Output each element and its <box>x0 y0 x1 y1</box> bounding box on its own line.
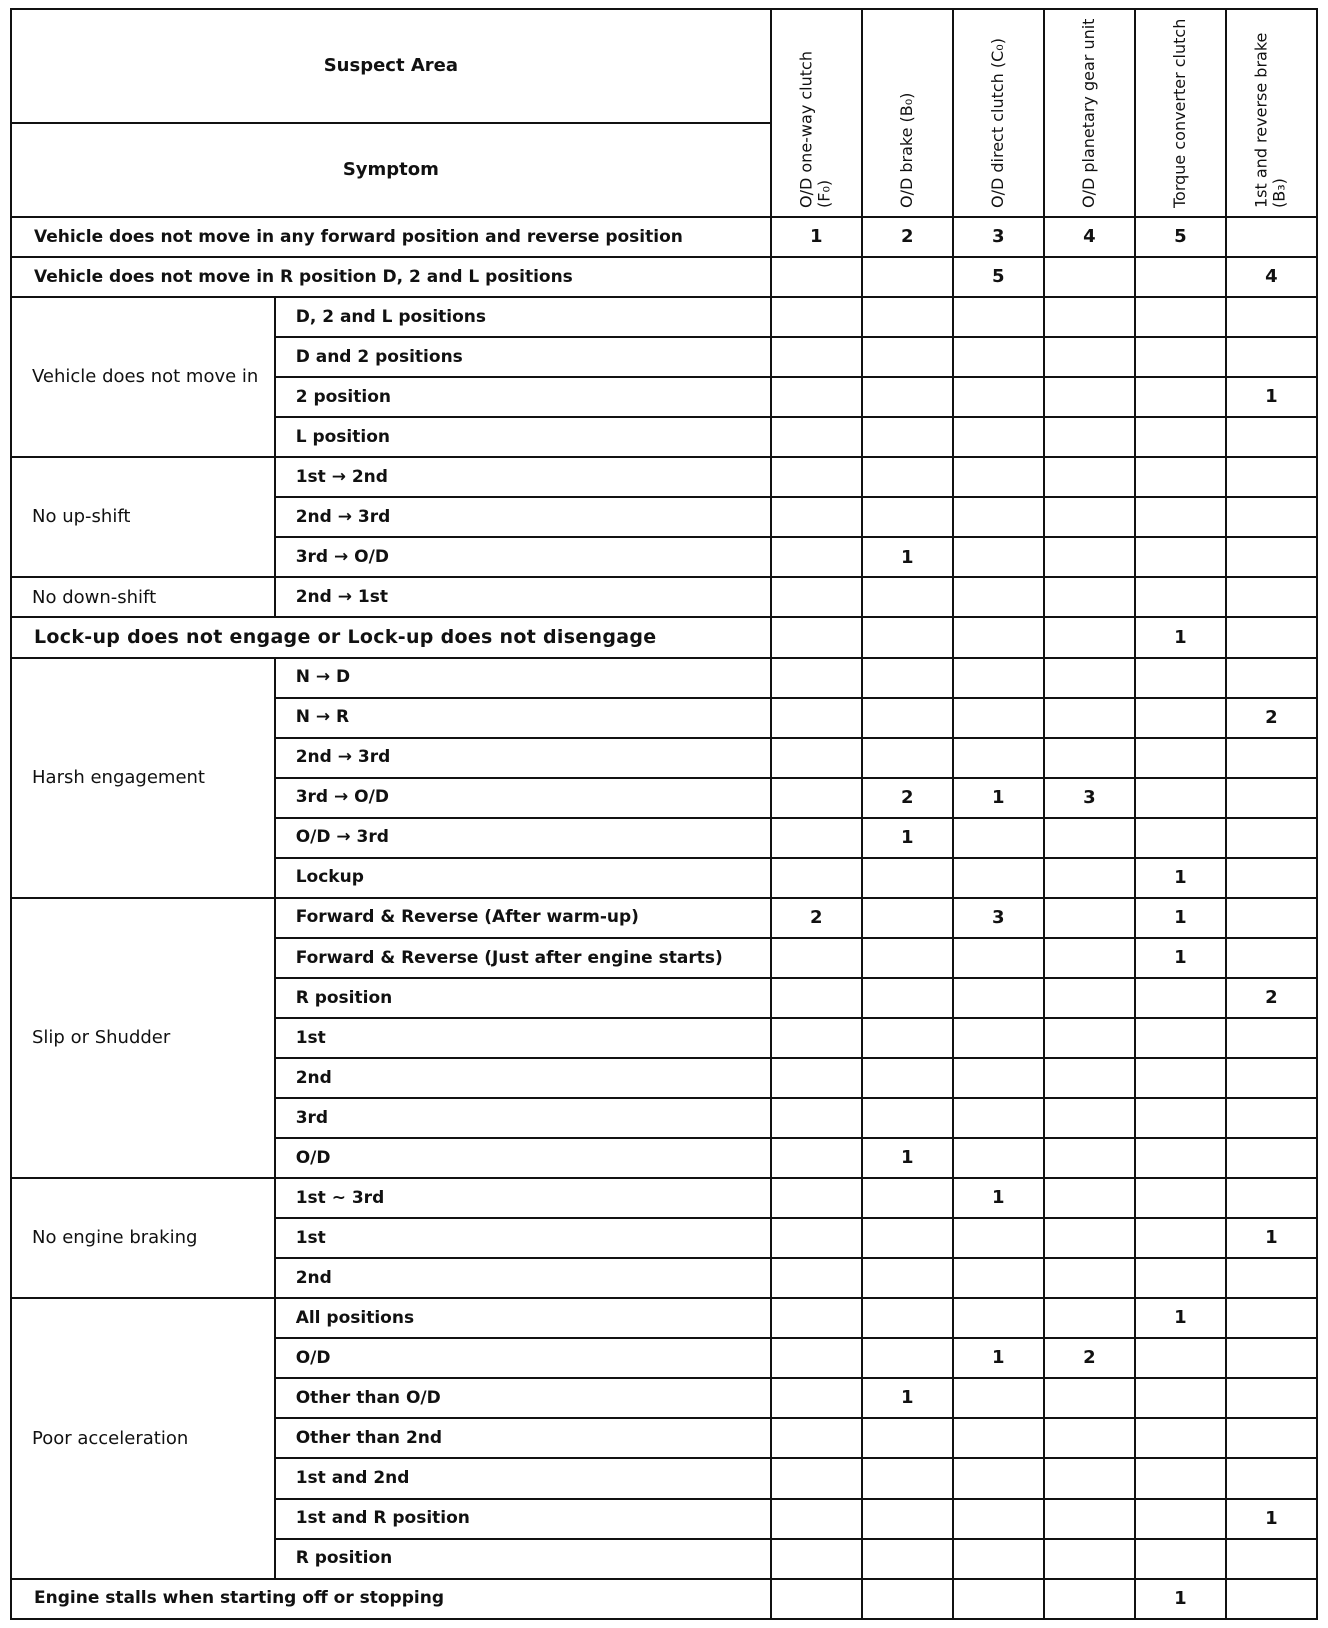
value-cell: 2 <box>862 778 953 818</box>
value-cell <box>1135 1499 1226 1539</box>
value-cell: 1 <box>1226 1218 1317 1258</box>
value-cell <box>862 978 953 1018</box>
condition-cell: 1st ~ 3rd <box>275 1178 771 1218</box>
value-cell <box>1226 497 1317 537</box>
value-cell <box>1226 898 1317 938</box>
value-cell: 1 <box>1135 938 1226 978</box>
value-cell <box>1135 658 1226 698</box>
value-cell <box>953 1579 1044 1619</box>
value-cell <box>862 417 953 457</box>
value-cell <box>953 858 1044 898</box>
header-corner <box>11 9 771 217</box>
value-cell <box>771 417 862 457</box>
value-cell <box>771 1378 862 1418</box>
value-cell <box>1226 938 1317 978</box>
value-cell <box>1044 617 1135 657</box>
value-cell <box>771 577 862 617</box>
value-cell <box>862 1018 953 1058</box>
value-cell <box>1135 1018 1226 1058</box>
value-cell <box>953 577 1044 617</box>
value-cell <box>1044 1178 1135 1218</box>
value-cell <box>771 1458 862 1498</box>
condition-cell: R position <box>275 978 771 1018</box>
value-cell <box>1044 537 1135 577</box>
value-cell: 1 <box>953 1178 1044 1218</box>
table-row <box>11 257 1317 297</box>
value-cell <box>1226 738 1317 778</box>
condition-cell: 2nd <box>275 1058 771 1098</box>
value-cell: 3 <box>1044 778 1135 818</box>
value-cell <box>771 698 862 738</box>
condition-cell: Other than O/D <box>275 1378 771 1418</box>
column-header-od-one-way-clutch: O/D one-way clutch (F₀) <box>771 9 862 217</box>
value-cell <box>771 537 862 577</box>
value-cell <box>1044 818 1135 858</box>
value-cell <box>862 297 953 337</box>
value-cell <box>1135 1338 1226 1378</box>
value-cell <box>953 1138 1044 1178</box>
value-cell <box>1226 417 1317 457</box>
value-cell <box>1226 577 1317 617</box>
value-cell: 1 <box>953 1338 1044 1378</box>
value-cell <box>1226 818 1317 858</box>
value-cell <box>1044 738 1135 778</box>
value-cell <box>1044 1218 1135 1258</box>
value-cell <box>862 457 953 497</box>
value-cell <box>1226 1098 1317 1138</box>
value-cell <box>1226 658 1317 698</box>
value-cell <box>1044 938 1135 978</box>
value-cell <box>1226 1058 1317 1098</box>
value-cell <box>1135 377 1226 417</box>
value-cell <box>1135 497 1226 537</box>
value-cell <box>862 1258 953 1298</box>
value-cell <box>1044 1058 1135 1098</box>
value-cell <box>771 497 862 537</box>
condition-cell: Forward & Reverse (After warm-up) <box>275 898 771 938</box>
value-cell: 1 <box>953 778 1044 818</box>
value-cell <box>771 1298 862 1338</box>
value-cell <box>862 698 953 738</box>
condition-cell: 2nd <box>275 1258 771 1298</box>
value-cell <box>1226 1018 1317 1058</box>
value-cell <box>953 417 1044 457</box>
symptom-label: Symptom <box>342 159 439 181</box>
value-cell <box>1044 257 1135 297</box>
value-cell: 1 <box>1135 1579 1226 1619</box>
value-cell <box>1226 1579 1317 1619</box>
table-row <box>11 1579 1317 1619</box>
value-cell <box>862 1298 953 1338</box>
condition-cell: Lockup <box>275 858 771 898</box>
value-cell <box>1135 1258 1226 1298</box>
group-label: Harsh engagement <box>11 658 275 898</box>
table-row <box>11 457 1317 497</box>
condition-cell: R position <box>275 1539 771 1579</box>
condition-cell: N → D <box>275 658 771 698</box>
condition-cell: Forward & Reverse (Just after engine starts) <box>275 938 771 978</box>
value-cell <box>1226 858 1317 898</box>
value-cell <box>1226 1178 1317 1218</box>
value-cell <box>953 1458 1044 1498</box>
value-cell <box>1044 1258 1135 1298</box>
condition-cell: N → R <box>275 698 771 738</box>
value-cell <box>771 1338 862 1378</box>
value-cell <box>771 1499 862 1539</box>
value-cell <box>1135 577 1226 617</box>
column-header-torque-converter-clutch: Torque converter clutch <box>1135 9 1226 217</box>
value-cell <box>953 1298 1044 1338</box>
value-cell <box>953 297 1044 337</box>
value-cell <box>862 1418 953 1458</box>
value-cell <box>1135 257 1226 297</box>
condition-cell: 1st and R position <box>275 1499 771 1539</box>
value-cell <box>771 377 862 417</box>
value-cell <box>1044 497 1135 537</box>
value-cell <box>1226 1338 1317 1378</box>
value-cell <box>1044 978 1135 1018</box>
value-cell <box>771 1018 862 1058</box>
value-cell: 2 <box>862 217 953 257</box>
value-cell <box>1135 1418 1226 1458</box>
condition-cell: D and 2 positions <box>275 337 771 377</box>
symptom-cell: Engine stalls when starting off or stopping <box>11 1579 771 1619</box>
value-cell: 2 <box>1226 698 1317 738</box>
value-cell: 1 <box>1226 1499 1317 1539</box>
value-cell <box>1226 337 1317 377</box>
value-cell: 4 <box>1044 217 1135 257</box>
value-cell <box>862 257 953 297</box>
condition-cell: 2 position <box>275 377 771 417</box>
value-cell <box>953 1499 1044 1539</box>
value-cell <box>862 1338 953 1378</box>
value-cell <box>1044 1378 1135 1418</box>
value-cell: 1 <box>771 217 862 257</box>
value-cell <box>1226 537 1317 577</box>
value-cell <box>953 457 1044 497</box>
value-cell <box>862 1218 953 1258</box>
condition-cell: L position <box>275 417 771 457</box>
value-cell <box>1044 457 1135 497</box>
value-cell <box>862 898 953 938</box>
value-cell <box>953 337 1044 377</box>
value-cell <box>1135 337 1226 377</box>
value-cell <box>1044 577 1135 617</box>
value-cell: 5 <box>1135 217 1226 257</box>
table-row <box>11 297 1317 337</box>
condition-cell: 1st <box>275 1218 771 1258</box>
value-cell <box>771 257 862 297</box>
group-label: No up-shift <box>11 457 275 577</box>
value-cell <box>1226 1298 1317 1338</box>
value-cell <box>953 978 1044 1018</box>
value-cell <box>953 818 1044 858</box>
value-cell <box>771 938 862 978</box>
condition-cell: 3rd → O/D <box>275 537 771 577</box>
group-label: Slip or Shudder <box>11 898 275 1178</box>
value-cell <box>1044 1298 1135 1338</box>
value-cell <box>862 577 953 617</box>
value-cell <box>1135 1539 1226 1579</box>
value-cell <box>953 738 1044 778</box>
value-cell <box>1226 1458 1317 1498</box>
value-cell <box>771 818 862 858</box>
value-cell <box>862 1458 953 1498</box>
value-cell <box>1135 457 1226 497</box>
value-cell: 3 <box>953 217 1044 257</box>
value-cell <box>1135 698 1226 738</box>
value-cell <box>771 1579 862 1619</box>
value-cell <box>953 1378 1044 1418</box>
value-cell <box>862 497 953 537</box>
value-cell <box>953 658 1044 698</box>
value-cell <box>1044 337 1135 377</box>
value-cell <box>1226 617 1317 657</box>
column-header-first-reverse-brake: 1st and reverse brake (B₃) <box>1226 9 1317 217</box>
value-cell: 2 <box>1044 1338 1135 1378</box>
value-cell <box>1135 1218 1226 1258</box>
value-cell <box>1226 778 1317 818</box>
value-cell <box>953 617 1044 657</box>
value-cell <box>771 1218 862 1258</box>
value-cell <box>1226 1138 1317 1178</box>
condition-cell: 2nd → 3rd <box>275 497 771 537</box>
condition-cell: 1st → 2nd <box>275 457 771 497</box>
column-header-od-direct-clutch: O/D direct clutch (C₀) <box>953 9 1044 217</box>
value-cell <box>1135 978 1226 1018</box>
value-cell <box>862 1098 953 1138</box>
value-cell <box>1135 297 1226 337</box>
value-cell <box>953 698 1044 738</box>
value-cell <box>771 778 862 818</box>
value-cell <box>953 1539 1044 1579</box>
value-cell <box>1135 1138 1226 1178</box>
value-cell <box>953 1098 1044 1138</box>
value-cell <box>1226 457 1317 497</box>
value-cell <box>862 1539 953 1579</box>
condition-cell: D, 2 and L positions <box>275 297 771 337</box>
value-cell <box>1135 818 1226 858</box>
condition-cell: 3rd <box>275 1098 771 1138</box>
value-cell <box>1044 1539 1135 1579</box>
value-cell: 1 <box>1226 377 1317 417</box>
table-body <box>11 217 1317 1619</box>
value-cell <box>1226 217 1317 257</box>
value-cell <box>1044 858 1135 898</box>
value-cell <box>771 658 862 698</box>
value-cell <box>1044 1418 1135 1458</box>
value-cell <box>1044 297 1135 337</box>
value-cell <box>1226 1539 1317 1579</box>
value-cell <box>1044 417 1135 457</box>
value-cell <box>1135 1458 1226 1498</box>
value-cell: 1 <box>1135 898 1226 938</box>
value-cell <box>771 337 862 377</box>
value-cell <box>862 858 953 898</box>
condition-cell: 2nd → 1st <box>275 577 771 617</box>
value-cell: 1 <box>1135 858 1226 898</box>
value-cell <box>771 1138 862 1178</box>
value-cell <box>1226 297 1317 337</box>
value-cell <box>771 457 862 497</box>
value-cell <box>953 1058 1044 1098</box>
condition-cell: O/D → 3rd <box>275 818 771 858</box>
condition-cell: O/D <box>275 1138 771 1178</box>
condition-cell: 1st and 2nd <box>275 1458 771 1498</box>
table-row <box>11 577 1317 617</box>
value-cell <box>862 1058 953 1098</box>
value-cell <box>1135 537 1226 577</box>
value-cell: 1 <box>862 1138 953 1178</box>
value-cell <box>862 658 953 698</box>
value-cell <box>1226 1418 1317 1458</box>
value-cell <box>771 738 862 778</box>
value-cell <box>1044 1458 1135 1498</box>
value-cell <box>771 1058 862 1098</box>
group-label: No engine braking <box>11 1178 275 1298</box>
value-cell <box>862 1178 953 1218</box>
value-cell: 5 <box>953 257 1044 297</box>
table-row <box>11 217 1317 257</box>
value-cell <box>1044 898 1135 938</box>
value-cell <box>953 497 1044 537</box>
value-cell <box>1044 698 1135 738</box>
diagnosis-table <box>10 8 1318 1620</box>
condition-cell: 3rd → O/D <box>275 778 771 818</box>
value-cell <box>771 1539 862 1579</box>
group-label: Poor acceleration <box>11 1298 275 1578</box>
value-cell <box>1044 1138 1135 1178</box>
column-header-od-brake: O/D brake (B₀) <box>862 9 953 217</box>
condition-cell: O/D <box>275 1338 771 1378</box>
diagnosis-table-page <box>10 8 1318 1620</box>
table-row <box>11 1178 1317 1218</box>
value-cell <box>771 1258 862 1298</box>
value-cell <box>862 377 953 417</box>
value-cell <box>862 617 953 657</box>
value-cell <box>771 1178 862 1218</box>
value-cell: 1 <box>862 537 953 577</box>
value-cell <box>1044 658 1135 698</box>
value-cell <box>771 858 862 898</box>
value-cell <box>1044 1499 1135 1539</box>
value-cell <box>1044 377 1135 417</box>
value-cell <box>1135 1178 1226 1218</box>
value-cell <box>1135 778 1226 818</box>
value-cell: 1 <box>1135 1298 1226 1338</box>
value-cell <box>953 938 1044 978</box>
group-label: No down-shift <box>11 577 275 617</box>
column-header-od-planetary-gear-unit: O/D planetary gear unit <box>1044 9 1135 217</box>
value-cell: 1 <box>862 1378 953 1418</box>
value-cell <box>953 377 1044 417</box>
value-cell <box>953 537 1044 577</box>
value-cell <box>862 1499 953 1539</box>
value-cell: 4 <box>1226 257 1317 297</box>
value-cell <box>1044 1098 1135 1138</box>
condition-cell: Other than 2nd <box>275 1418 771 1458</box>
value-cell: 1 <box>1135 617 1226 657</box>
value-cell <box>953 1418 1044 1458</box>
value-cell <box>771 617 862 657</box>
value-cell <box>1044 1579 1135 1619</box>
value-cell <box>862 938 953 978</box>
value-cell <box>1226 1258 1317 1298</box>
value-cell <box>771 1098 862 1138</box>
value-cell <box>1135 1058 1226 1098</box>
table-row <box>11 617 1317 657</box>
symptom-cell: Lock-up does not engage or Lock-up does not disengage <box>11 617 771 657</box>
value-cell: 1 <box>862 818 953 858</box>
value-cell <box>1135 417 1226 457</box>
value-cell <box>771 297 862 337</box>
value-cell <box>862 738 953 778</box>
value-cell: 2 <box>771 898 862 938</box>
table-row <box>11 898 1317 938</box>
value-cell <box>1226 1378 1317 1418</box>
symptom-cell: Vehicle does not move in R position D, 2 and L positions <box>11 257 771 297</box>
value-cell <box>953 1258 1044 1298</box>
condition-cell: All positions <box>275 1298 771 1338</box>
group-label: Vehicle does not move in <box>11 297 275 457</box>
value-cell <box>953 1218 1044 1258</box>
value-cell <box>862 1579 953 1619</box>
value-cell <box>771 978 862 1018</box>
condition-cell: 1st <box>275 1018 771 1058</box>
value-cell: 3 <box>953 898 1044 938</box>
value-cell: 2 <box>1226 978 1317 1018</box>
symptom-cell: Vehicle does not move in any forward position and reverse position <box>11 217 771 257</box>
value-cell <box>1135 1378 1226 1418</box>
value-cell <box>771 1418 862 1458</box>
table-row <box>11 658 1317 698</box>
value-cell <box>1135 1098 1226 1138</box>
value-cell <box>1044 1018 1135 1058</box>
suspect-area-label: Suspect Area <box>12 10 770 124</box>
table-row <box>11 1298 1317 1338</box>
condition-cell: 2nd → 3rd <box>275 738 771 778</box>
value-cell <box>862 337 953 377</box>
value-cell <box>1135 738 1226 778</box>
value-cell <box>953 1018 1044 1058</box>
